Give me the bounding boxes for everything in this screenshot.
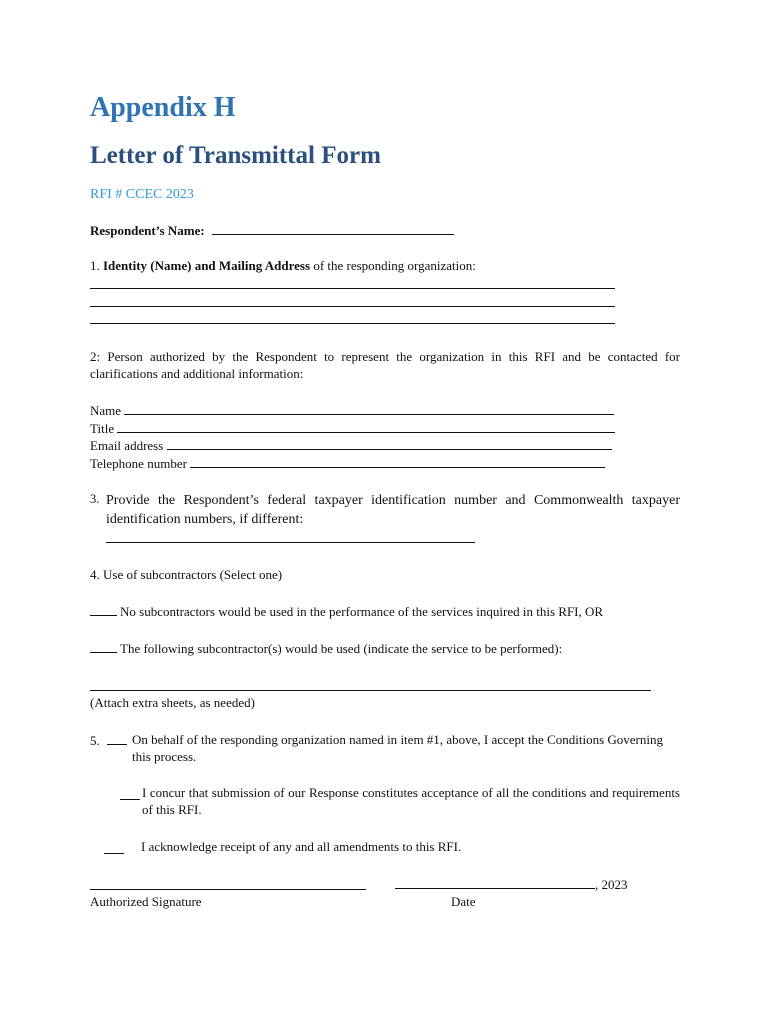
concur-checkbox[interactable]: [120, 787, 140, 799]
concur-text: I concur that submission of our Response constitutes acceptance of all the conditions and requirements of this RFI.: [142, 785, 680, 817]
contact-email-field[interactable]: [167, 437, 612, 450]
item-3-text: Provide the Respondent’s federal taxpayer identification number and Commonwealth taxpayer identification numbers, if different:: [106, 493, 680, 527]
taxpayer-id-field[interactable]: [106, 542, 475, 543]
contact-phone-label: Telephone number: [90, 456, 187, 471]
contact-phone-row: [90, 455, 605, 472]
date-row: [395, 876, 628, 893]
contact-name-label: Name: [90, 403, 122, 418]
no-subcontractors-label: No subcontractors would be used in the performance of the services inquired in this RFI, OR: [120, 604, 604, 619]
address-line-2[interactable]: [90, 306, 615, 307]
signature-label: Authorized Signature: [90, 894, 202, 909]
subcontractors-label: The following subcontractor(s) would be used (indicate the service to be performed):: [120, 641, 563, 656]
item-5-number: 5.: [90, 732, 127, 749]
item-3-number: 3.: [90, 492, 100, 506]
option-no-subcontractors: [90, 603, 603, 620]
attach-note: (Attach extra sheets, as needed): [90, 695, 255, 710]
date-field[interactable]: [395, 876, 595, 889]
accept-conditions-checkbox[interactable]: [107, 732, 127, 745]
subcontractor-services-field[interactable]: [90, 690, 651, 691]
page-title: Appendix H: [90, 92, 236, 123]
contact-email-row: [90, 437, 612, 454]
item-2-text: 2: Person authorized by the Respondent to represent the organization in this RFI and be contacted for clarifications and additional information:: [90, 349, 680, 381]
date-year: , 2023: [595, 877, 628, 892]
item-4-heading: 4. Use of subcontractors (Select one): [90, 567, 283, 582]
acknowledge-text: I acknowledge receipt of any and all amendments to this RFI.: [141, 839, 462, 854]
contact-title-row: [90, 420, 615, 437]
no-subcontractors-checkbox[interactable]: [90, 603, 117, 616]
respondent-name-field[interactable]: [212, 222, 454, 235]
respondent-name-row: [90, 222, 454, 239]
address-line-1[interactable]: [90, 288, 615, 289]
contact-title-label: Title: [90, 421, 115, 436]
contact-name-field[interactable]: [124, 402, 614, 415]
date-label: Date: [451, 894, 476, 909]
item-1-heading: 1. Identity (Name) and Mailing Address of the responding organization:: [90, 258, 476, 273]
address-line-3[interactable]: [90, 323, 615, 324]
form-title: Letter of Transmittal Form: [90, 142, 381, 169]
respondent-name-label: Respondent’s Name:: [90, 223, 205, 238]
item-5-text: On behalf of the responding organization named in item #1, above, I accept the Conditions Governing this process.: [132, 732, 663, 764]
rfi-number: RFI # CCEC 2023: [90, 187, 194, 202]
item-1-rest: of the responding organization:: [313, 258, 476, 273]
item-1-bold: Identity (Name) and Mailing Address: [103, 258, 311, 273]
contact-name-row: [90, 402, 614, 419]
signature-field[interactable]: [90, 889, 366, 890]
contact-phone-field[interactable]: [190, 455, 605, 468]
contact-email-label: Email address: [90, 438, 164, 453]
option-subcontractors: [90, 640, 562, 657]
subcontractors-checkbox[interactable]: [90, 640, 117, 653]
acknowledge-checkbox[interactable]: [104, 841, 124, 853]
contact-title-field[interactable]: [117, 420, 615, 433]
